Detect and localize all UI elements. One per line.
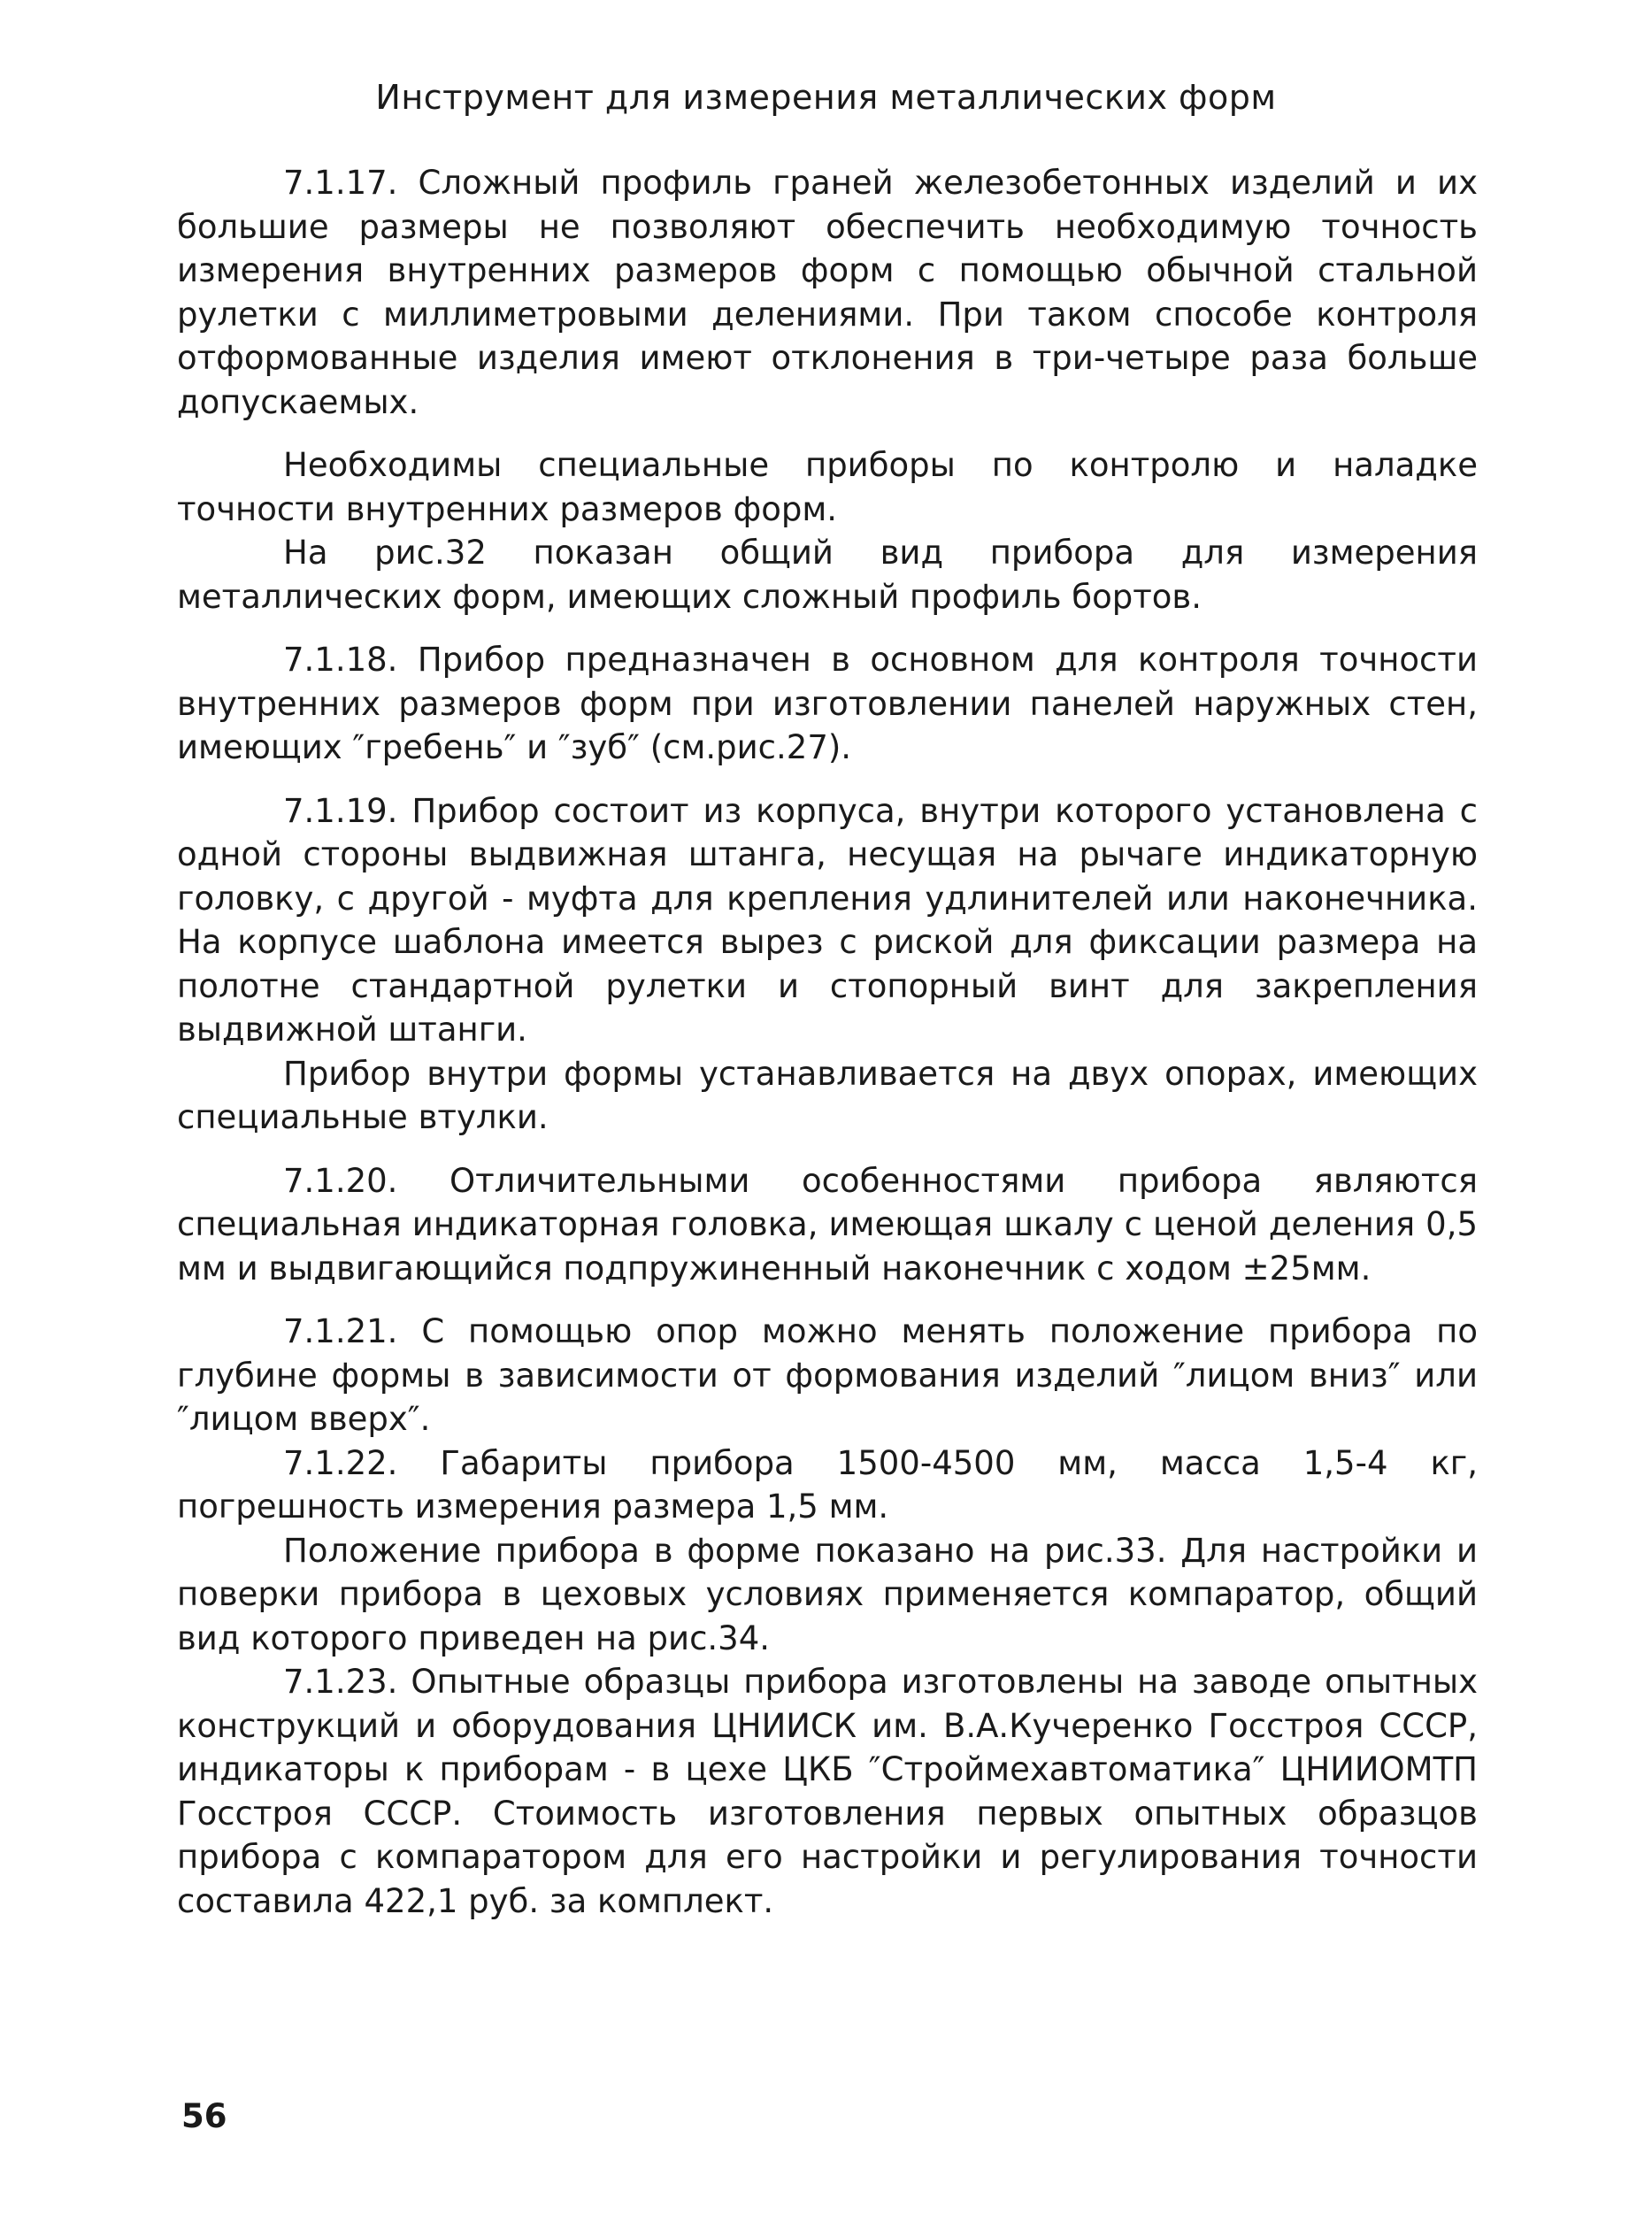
paragraph-7-1-20: 7.1.20. Отличительными особенностями прибора являются специальная индикаторная головка, имеющая шкалу с ценой деления 0,5 мм и выдвигающийся подпружиненный наконечник с ходом ±25мм. xyxy=(177,1161,1478,1288)
paragraph-7-1-19: 7.1.19. Прибор состоит из корпуса, внутри которого установлена с одной стороны выдвижная штанга, несущая на рычаге индикаторную головку, с другой - муфта для крепления удлинителей или наконечника. На корпусе шаблона имеется вырез с риской для фиксации размера на полотне стандартной рулетки и стопорный винт для закрепления выдвижной штанги. xyxy=(177,791,1478,1049)
paragraph-7-1-17: 7.1.17. Сложный профиль граней железобетонных изделий и их большие размеры не позволяют обеспечить необходимую точность измерения внутренних размеров форм с помощью обычной стальной рулетки с миллиметровыми делениями. При таком способе контроля отформованные изделия имеют отклонения в три-четыре раза больше допускаемых. xyxy=(177,164,1478,421)
page-header: Инструмент для измерения металлических форм xyxy=(375,78,1277,117)
paragraph-fig-33: Положение прибора в форме показано на рис.33. Для настройки и поверки прибора в цеховых условиях применяется компаратор, общий вид которого приведен на рис.34. xyxy=(177,1531,1478,1657)
paragraph-7-1-23: 7.1.23. Опытные образцы прибора изготовлены на заводе опытных конструкций и оборудования ЦНИИСК им. В.А.Кучеренко Госстроя СССР, индикаторы к приборам - в цехе ЦКБ ″Строймехавтоматика″ ЦНИИОМТП Госстроя СССР. Стоимость изготовления первых опытных образцов прибора с компаратором для его настройки и регулирования точности составила 422,1 руб. за комплект. xyxy=(177,1663,1478,1920)
paragraph-fig-32: На рис.32 показан общий вид прибора для измерения металлических форм, имеющих сложный профиль бортов. xyxy=(177,534,1478,616)
page-number: 56 xyxy=(181,2097,227,2135)
paragraph-7-1-18: 7.1.18. Прибор предназначен в основном для контроля точности внутренних размеров форм при изготовлении панелей наружных стен, имеющих ″гребень″ и ″зуб″ (см.рис.27). xyxy=(177,641,1478,766)
paragraph-7-1-22: 7.1.22. Габариты прибора 1500-4500 мм, масса 1,5-4 кг, погрешность измерения размера 1,5 мм. xyxy=(177,1443,1478,1526)
document-body xyxy=(177,161,1478,1923)
paragraph-supports: Прибор внутри формы устанавливается на двух опорах, имеющих специальные втулки. xyxy=(177,1054,1478,1136)
paragraph-7-1-21: 7.1.21. С помощью опор можно менять положение прибора по глубине формы в зависимости от формования изделий ″лицом вниз″ или ″лицом вверх″. xyxy=(177,1312,1478,1438)
paragraph-need-instruments: Необходимы специальные приборы по контролю и наладке точности внутренних размеров форм. xyxy=(177,446,1478,528)
